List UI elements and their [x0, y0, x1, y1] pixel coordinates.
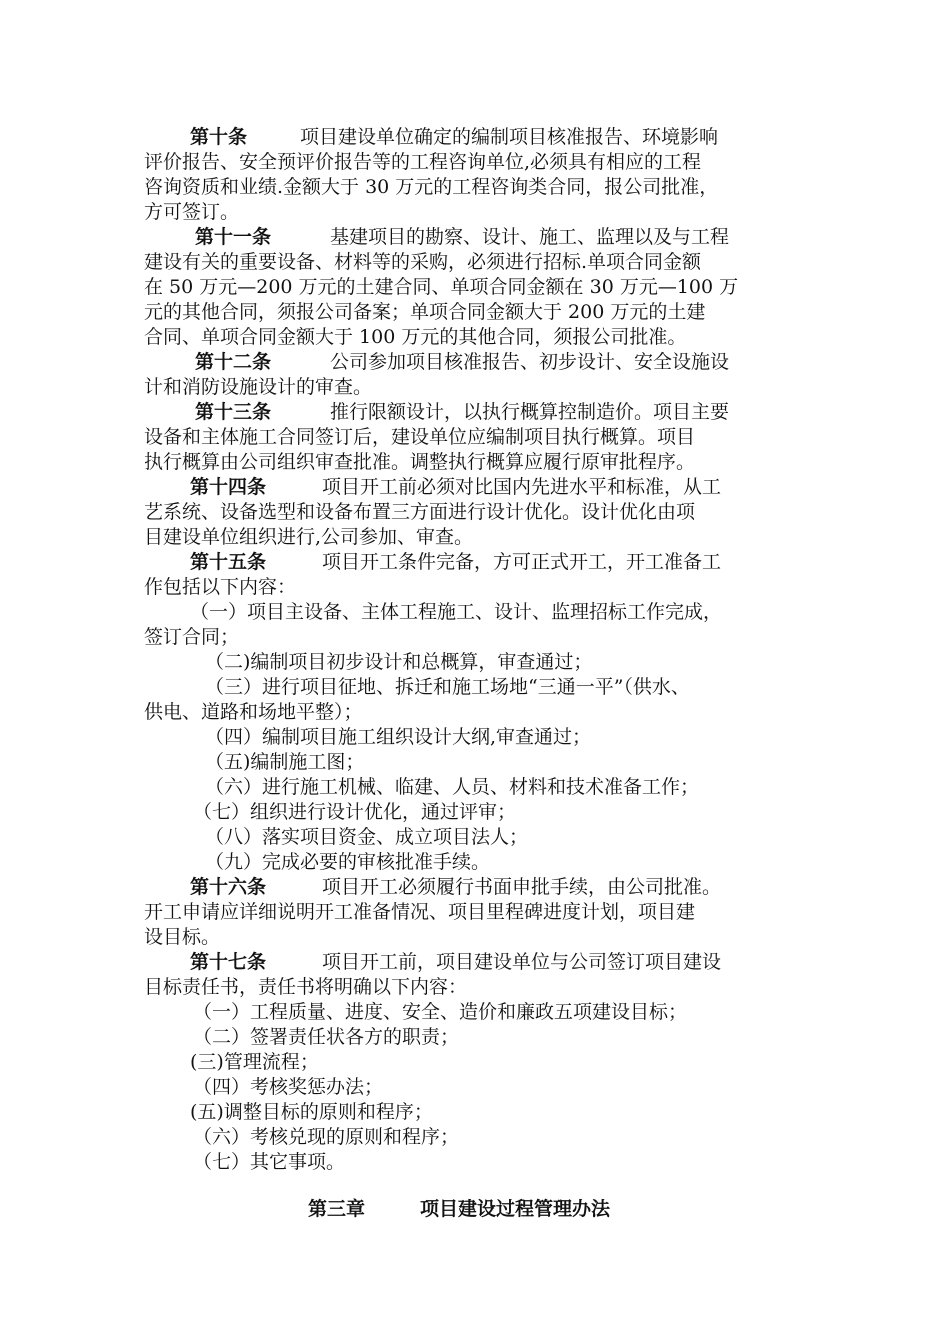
article-label: 第十七条 — [190, 951, 267, 973]
paragraph-line: （一）项目主设备、主体工程施工、设计、监理招标工作完成， — [190, 601, 723, 623]
paragraph-line: 供电、道路和场地平整）； — [144, 701, 363, 723]
paragraph-line: 方可签订。 — [144, 201, 240, 223]
paragraph-line: （七）组织进行设计优化，通过评审； — [193, 801, 517, 823]
paragraph-line: （七）其它事项。 — [193, 1151, 346, 1173]
paragraph-line: 目建设单位组织进行,公司参加、审查。 — [144, 526, 474, 548]
paragraph-line: 建设有关的重要设备、材料等的采购，必须进行招标.单项合同金额 — [144, 251, 702, 273]
article-label: 第十六条 — [190, 876, 267, 898]
paragraph-line: （四）编制项目施工组织设计大纲,审查通过； — [205, 726, 592, 748]
paragraph-line: 项目开工条件完备，方可正式开工，开工准备工 — [322, 551, 722, 573]
paragraph-line: 公司参加项目核准报告、初步设计、安全设施设 — [330, 351, 730, 373]
article-label: 第十条 — [190, 126, 248, 148]
paragraph-line: 推行限额设计，以执行概算控制造价。项目主要 — [330, 401, 730, 423]
paragraph-line: （二）签署责任状各方的职责； — [193, 1026, 460, 1048]
paragraph-line: 元的其他合同，须报公司备案；单项合同金额大于 200 万元的土建 — [144, 301, 706, 323]
paragraph-line: （三）进行项目征地、拆迁和施工场地“三通一平”（供水、 — [205, 676, 690, 698]
chapter-title: 项目建设过程管理办法 — [420, 1198, 611, 1220]
paragraph-line: 合同、单项合同金额大于 100 万元的其他合同，须报公司批准。 — [144, 326, 687, 348]
paragraph-line: 作包括以下内容： — [144, 576, 297, 598]
paragraph-line: （五)编制施工图； — [205, 751, 365, 773]
paragraph-line: 艺系统、设备选型和设备布置三方面进行设计优化。设计优化由项 — [144, 501, 696, 523]
article-label: 第十一条 — [195, 226, 272, 248]
paragraph-line: （六）考核兑现的原则和程序； — [193, 1126, 460, 1148]
paragraph-line: 基建项目的勘察、设计、施工、监理以及与工程 — [330, 226, 730, 248]
article-label: 第十三条 — [195, 401, 272, 423]
paragraph-line: 咨询资质和业绩.金额大于 30 万元的工程咨询类合同，报公司批准， — [144, 176, 719, 198]
paragraph-line: 设备和主体施工合同签订后，建设单位应编制项目执行概算。项目 — [144, 426, 696, 448]
article-label: 第十四条 — [190, 476, 267, 498]
paragraph-line: 项目建设单位确定的编制项目核准报告、环境影响 — [300, 126, 719, 148]
paragraph-line: 项目开工前必须对比国内先进水平和标准，从工 — [322, 476, 722, 498]
paragraph-line: (三)管理流程； — [190, 1051, 319, 1073]
paragraph-line: （九）完成必要的审核批准手续。 — [205, 851, 491, 873]
paragraph-line: （四）考核奖惩办法； — [193, 1076, 384, 1098]
paragraph-line: 计和消防设施设计的审查。 — [144, 376, 373, 398]
paragraph-line: （六）进行施工机械、临建、人员、材料和技术准备工作； — [205, 776, 700, 798]
paragraph-line: （二)编制项目初步设计和总概算，审查通过； — [205, 651, 593, 673]
article-label: 第十二条 — [195, 351, 272, 373]
paragraph-line: 执行概算由公司组织审查批准。调整执行概算应履行原审批程序。 — [144, 451, 696, 473]
paragraph-line: 签订合同； — [144, 626, 240, 648]
paragraph-line: （一）工程质量、进度、安全、造价和廉政五项建设目标； — [193, 1001, 688, 1023]
paragraph-line: 项目开工前，项目建设单位与公司签订项目建设 — [322, 951, 722, 973]
paragraph-line: 开工申请应详细说明开工准备情况、项目里程碑进度计划，项目建 — [144, 901, 696, 923]
paragraph-line: 设目标。 — [144, 926, 221, 948]
chapter-number: 第三章 — [308, 1198, 366, 1220]
paragraph-line: 项目开工必须履行书面申批手续，由公司批准。 — [322, 876, 722, 898]
paragraph-line: (五)调整目标的原则和程序； — [190, 1101, 433, 1123]
paragraph-line: 目标责任书，责任书将明确以下内容： — [144, 976, 468, 998]
paragraph-line: 在 50 万元—200 万元的土建合同、单项合同金额在 30 万元—100 万 — [144, 276, 739, 298]
paragraph-line: （八）落实项目资金、成立项目法人； — [205, 826, 529, 848]
paragraph-line: 评价报告、安全预评价报告等的工程咨询单位,必须具有相应的工程 — [144, 151, 702, 173]
article-label: 第十五条 — [190, 551, 267, 573]
